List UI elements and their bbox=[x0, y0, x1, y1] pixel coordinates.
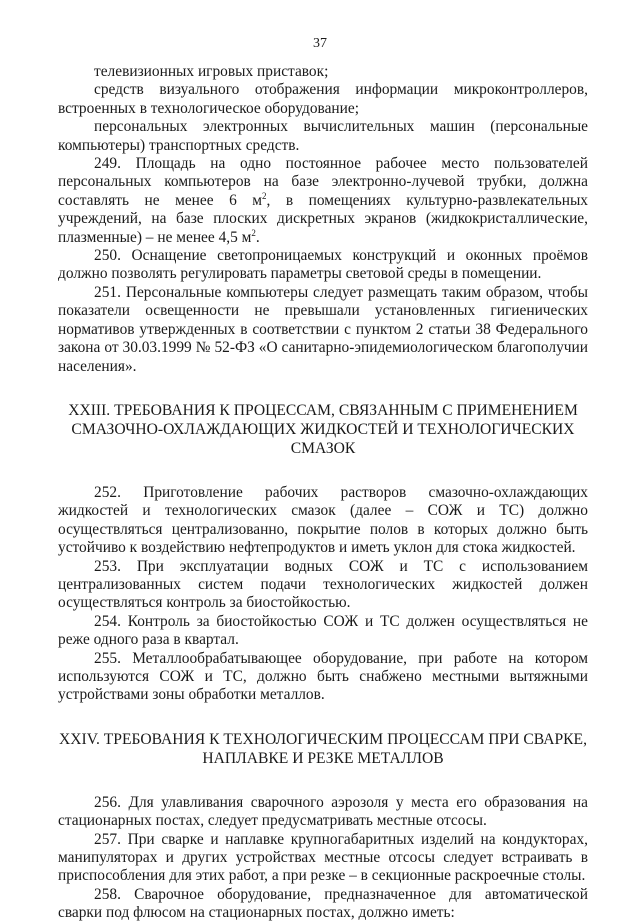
list-item-visual-display: средств визуального отображения информации микроконтроллеров, встроенных в технологическое оборудование; bbox=[58, 81, 588, 117]
paragraph-255: 255. Металлообрабатывающее оборудование, при работе на котором используются СОЖ и ТС, должно быть снабжено местными вытяжными устройствами зоны обработки металлов. bbox=[58, 649, 588, 704]
paragraph-256: 256. Для улавливания сварочного аэрозоля у места его образования на стационарных постах, следует предусматривать местные отсосы. bbox=[58, 793, 588, 830]
paragraph-249-part3: . bbox=[255, 228, 260, 246]
section-heading-xxiii: XXIII. ТРЕБОВАНИЯ К ПРОЦЕССАМ, СВЯЗАННЫМ С ПРИМЕНЕНИЕМ СМАЗОЧНО-ОХЛАЖДАЮЩИХ ЖИДКОСТЕЙ И ТЕХНОЛОГИЧЕСКИХ СМАЗОК bbox=[68, 401, 578, 457]
paragraph-258: 258. Сварочное оборудование, предназначенное для автоматической сварки под флюсом на стационарных постах, должно иметь: bbox=[58, 885, 588, 922]
paragraph-250: 250. Оснащение светопроницаемых конструкций и оконных проёмов должно позволять регулировать параметры световой среды в помещении. bbox=[58, 247, 588, 283]
paragraph-254: 254. Контроль за биостойкостью СОЖ и ТС должен осуществляться не реже одного раза в квартал. bbox=[58, 612, 588, 649]
paragraph-249-part1: 249. Площадь на одно постоянное рабочее место пользователей персональных компьютеров на базе электронно-лучевой трубки, должна составлять не менее 6 м bbox=[58, 155, 588, 209]
section-heading-xxiv: XXIV. ТРЕБОВАНИЯ К ТЕХНОЛОГИЧЕСКИМ ПРОЦЕССАМ ПРИ СВАРКЕ, НАПЛАВКЕ И РЕЗКЕ МЕТАЛЛОВ bbox=[59, 730, 587, 767]
list-item-game-consoles: телевизионных игровых приставок; bbox=[94, 63, 329, 80]
paragraph-252: 252. Приготовление рабочих растворов смазочно-охлаждающих жидкостей и технологических смазок (далее – СОЖ и ТС) должно осуществляться централизованно, покрытие полов в которых должно быть устойчиво к воздействию нефтепродуктов и иметь уклон для стока жидкостей. bbox=[58, 483, 588, 557]
paragraph-253: 253. При эксплуатации водных СОЖ и ТС с использованием централизованных систем подачи технологических жидкостей должен осуществляться контроль за биостойкостью. bbox=[58, 557, 588, 612]
superscript-2: 2 bbox=[262, 190, 267, 201]
superscript-2: 2 bbox=[251, 227, 256, 238]
paragraph-249 bbox=[58, 155, 588, 247]
page-number: 37 bbox=[313, 36, 327, 51]
paragraph-249-part2: , в помещениях культурно-развлекательных учреждений, на базе плоских дискретных экранов (жидкокристаллические, плазменные) – не менее 4,5 м bbox=[58, 191, 589, 246]
list-item-vehicle-computers: персональных электронных вычислительных машин (персональные компьютеры) транспортных средств. bbox=[58, 118, 588, 154]
paragraph-251: 251. Персональные компьютеры следует размещать таким образом, чтобы показатели освещенности не превышали установленных гигиенических нормативов утвержденных в соответствии с пунктом 2 статьи 38 Федерального закона от 30.03.1999 № 52-ФЗ «О санитарно-эпидемиологическом благополучии населения». bbox=[58, 283, 588, 375]
paragraph-257: 257. При сварке и наплавке крупногабаритных изделий на кондукторах, манипуляторах и других устройствах местные отсосы следует встраивать в приспособления для этих работ, а при резке – в секционные раскроечные столы. bbox=[58, 830, 588, 885]
document-body bbox=[58, 63, 588, 923]
